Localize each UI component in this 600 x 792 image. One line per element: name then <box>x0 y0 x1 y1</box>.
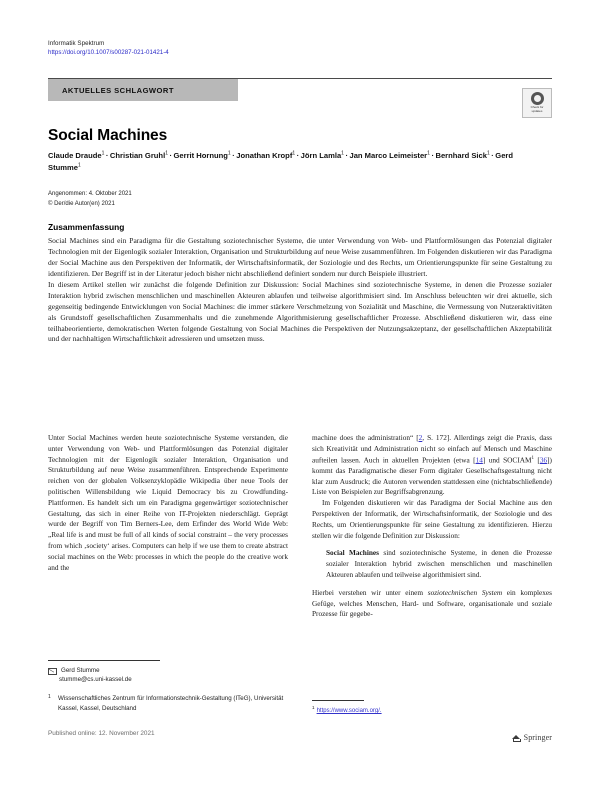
body-paragraph-right-2: Im Folgenden diskutieren wir das Paradigma der Social Machine aus den Perspektiven der Informatik, der Wirtschaftsinformatik, der Soziologie und des Rechts, um Orientierungspunkte für seine Gestaltung zu identifizieren. Hierzu stellen wir die folgende Definition zur Diskussion: <box>312 498 552 540</box>
author-affiliation-marker: 1 <box>292 150 296 157</box>
crossmark-badge[interactable] <box>522 88 552 118</box>
author-affiliation-marker: 1 <box>165 150 168 157</box>
author-separator: · <box>296 151 300 160</box>
citation-link-14[interactable]: 14 <box>475 455 483 465</box>
envelope-icon <box>48 668 57 675</box>
author-separator: · <box>169 151 172 160</box>
definition-term: Social Machines <box>326 548 380 558</box>
definition-text: sind soziotechnische Systeme, in denen die Prozesse sozialer Interaktion hybrid zwischen menschlichen und maschinellen Akteuren ablaufen und teilweise algorithmisiert sind. <box>326 548 552 579</box>
author-separator: · <box>232 151 235 160</box>
journal-name: Informatik Spektrum <box>48 40 105 47</box>
springer-mark-icon <box>512 733 521 742</box>
author-name: Jörn Lamla <box>300 151 342 160</box>
body-column-right <box>312 433 552 620</box>
author-affiliation-marker: 1 <box>486 150 490 157</box>
author-name: Bernhard Sick <box>435 151 487 160</box>
definition-block <box>312 548 552 580</box>
body-paragraph-right-3 <box>312 588 552 620</box>
citation-link-2[interactable]: 2 <box>418 433 423 442</box>
body-paragraph-right-1 <box>312 433 552 498</box>
section-banner <box>48 79 238 101</box>
corresponding-author-name: Gerd Stumme <box>61 667 100 674</box>
published-online-date: Published online: 12. November 2021 <box>48 730 155 737</box>
abstract-heading: Zusammenfassung <box>48 222 125 232</box>
correspondence-block <box>48 666 288 685</box>
text-run: , S. 172]. Allerdings zeigt die Praxis, dass sich Kreativität und Administration nicht so einfach auf Mensch und Maschine aufteilen lassen. Auch in aktuellen Projekten (etwa [ <box>312 433 552 465</box>
footnote-marker[interactable]: 1 <box>531 455 534 461</box>
accepted-date: Angenommen: 4. Oktober 2021 <box>48 191 132 197</box>
author-affiliation-marker: 1 <box>341 150 344 157</box>
body-column-left <box>48 433 288 573</box>
author-separator: · <box>105 151 109 160</box>
text-run: ]) kommt das Paradigmatische dieser Form digitaler Gesellschaftsgestaltung nicht klar zum Ausdruck; die Autoren verwenden stattdessen eine (nichtabschließende) Liste von Beispielen zur Begriffsabgrenzung. <box>312 455 552 497</box>
affiliation-block <box>48 694 288 713</box>
doi-link[interactable]: https://doi.org/10.1007/s00287-021-01421-4 <box>48 49 169 57</box>
author-list <box>48 150 518 174</box>
footnote-number: 1 <box>312 705 315 710</box>
body-paragraph-left-1: Unter Social Machines werden heute soziotechnische Systeme verstanden, die unter Verwendung von Web- und Plattformlösungen das Potenzial digitaler Technologien mit der Eigenlogik sozialer Interaktion, Organisation und Strukturbildung auf neue Weise zusammenführen. Entsprechende Experimente reichen von der globalen Volksenzyklopädie Wikipedia über neue Tools der politischen Willensbildung wie Liquid Democracy bis zu Crowdfunding-Plattformen. Es handelt sich um ein Paradigma gegenwärtiger soziotechnischer Gestaltung, das sich in einer Reihe von IT-Projekten niederschlägt. Geprägt wurde der Begriff von Tim Berners-Lee, dem Erfinder des World Wide Web: „Real life is and must be full of all kinds of social constraint – the very processes from which ‚society‘ arises. Computers can help if we use them to create abstract social machines on the Web: processes in which the people do the creative work and the <box>48 433 288 572</box>
affiliation-number: 1 <box>48 694 51 700</box>
author-name: Gerd Stumme <box>48 151 514 172</box>
crossmark-label-1: Check for <box>530 105 544 110</box>
abstract-paragraph-1: Social Machines sind ein Paradigma für die Gestaltung soziotechnischer Systeme, die unter Verwendung von Web- und Plattformlösungen das Potenzial digitaler Technologien mit der Eigenlogik sozialer Interaktion, Organisation und Strukturbildung auf neue Weise zusammenführen. Im Folgenden diskutieren wir das Paradigma der Social Machine aus den Perspektiven der Informatik, der Wirtschaftsinformatik, der Soziologie und des Rechts, um Orientierungspunkte für seine Gestaltung zu identifizieren. Der Begriff ist in der Literatur jedoch bisher nicht abschließend definiert sondern nur durch Beispiele illustriert. <box>48 236 552 278</box>
springer-logo <box>512 733 552 742</box>
text-run: ein komplexes Gefüge, welches Menschen, Hard- und Software, organisationale und soziale Prozesse für gegebe- <box>312 587 552 619</box>
crossmark-label-2: updates <box>531 109 543 113</box>
term-soziotechnisches-system: soziotechnischen System <box>427 587 503 597</box>
journal-header <box>48 40 448 58</box>
author-affiliation-marker: 1 <box>77 162 81 169</box>
body-columns <box>48 433 552 663</box>
text-run: ] und SOCIAM <box>482 455 532 465</box>
publication-info <box>48 190 448 209</box>
text-run: Hierbei verstehen wir unter einem <box>312 587 428 597</box>
author-name: Christian Gruhl <box>109 151 166 160</box>
section-banner-label: AKTUELLES SCHLAGWORT <box>62 85 174 95</box>
footnote-divider <box>312 700 364 701</box>
footnote-url-link[interactable]: https://www.sociam.org/. <box>316 708 382 714</box>
page-title: Social Machines <box>48 127 168 145</box>
author-name: Jonathan Kropf <box>236 151 293 160</box>
author-name: Jan Marco Leimeister <box>349 151 428 160</box>
affiliation-text: Wissenschaftliches Zentrum für Informationstechnik-Gestaltung (ITeG), Universität Kassel, Kassel, Deutschland <box>58 695 284 712</box>
corresponding-author-email[interactable]: stumme@cs.uni-kassel.de <box>59 676 132 684</box>
author-affiliation-marker: 1 <box>101 150 105 157</box>
citation-link-36[interactable]: 36 <box>539 455 548 465</box>
correspondence-divider <box>48 660 160 661</box>
author-affiliation-marker: 1 <box>427 150 430 157</box>
text-run: machine does the administration“ [ <box>312 433 419 442</box>
author-affiliation-marker: 1 <box>227 150 231 157</box>
copyright-line: © Der/die Autor(en) 2021 <box>48 200 115 207</box>
author-separator: · <box>431 151 434 160</box>
author-separator: · <box>345 151 348 160</box>
text-run: [ <box>533 455 540 465</box>
author-separator: · <box>491 151 494 160</box>
footnote-1 <box>312 705 552 714</box>
author-name: Gerrit Hornung <box>173 151 228 160</box>
author-name: Claude Draude <box>48 151 102 160</box>
publisher-name: Springer <box>523 733 552 742</box>
abstract-body <box>48 236 552 345</box>
crossmark-icon <box>531 92 544 105</box>
abstract-paragraph-2: In diesem Artikel stellen wir zunächst die folgende Definition zur Diskussion: Social Machines sind soziotechnische Systeme, in denen die Prozesse sozialer Interaktion hybrid zwischen menschlichen und maschinellen Akteuren ablaufen und teilweise algorithmisiert sind. Im Anschluss beleuchten wir drei aktuelle, sich gegenseitig bedingende Entwicklungen von Social Machines: die immer stärkere Verschmelzung von Sozialität und Maschine, die Vermessung von Nutzeraktivitäten als Grundstoff gesellschaftlichen Zusammenhalts und die zunehmende Algorithmisierung gesellschaftlicher Prozesse. Abschließend diskutieren wir, dass eine teilhabeorientierte, demokratischen Werten folgende Gestaltung von Social Machines die Perspektiven der Nutzungsakzeptanz, der gesellschaftlichen Akzeptabilität und der nachhaltigen Wirtschaftlichkeit adressieren und umsetzen muss. <box>48 279 552 344</box>
